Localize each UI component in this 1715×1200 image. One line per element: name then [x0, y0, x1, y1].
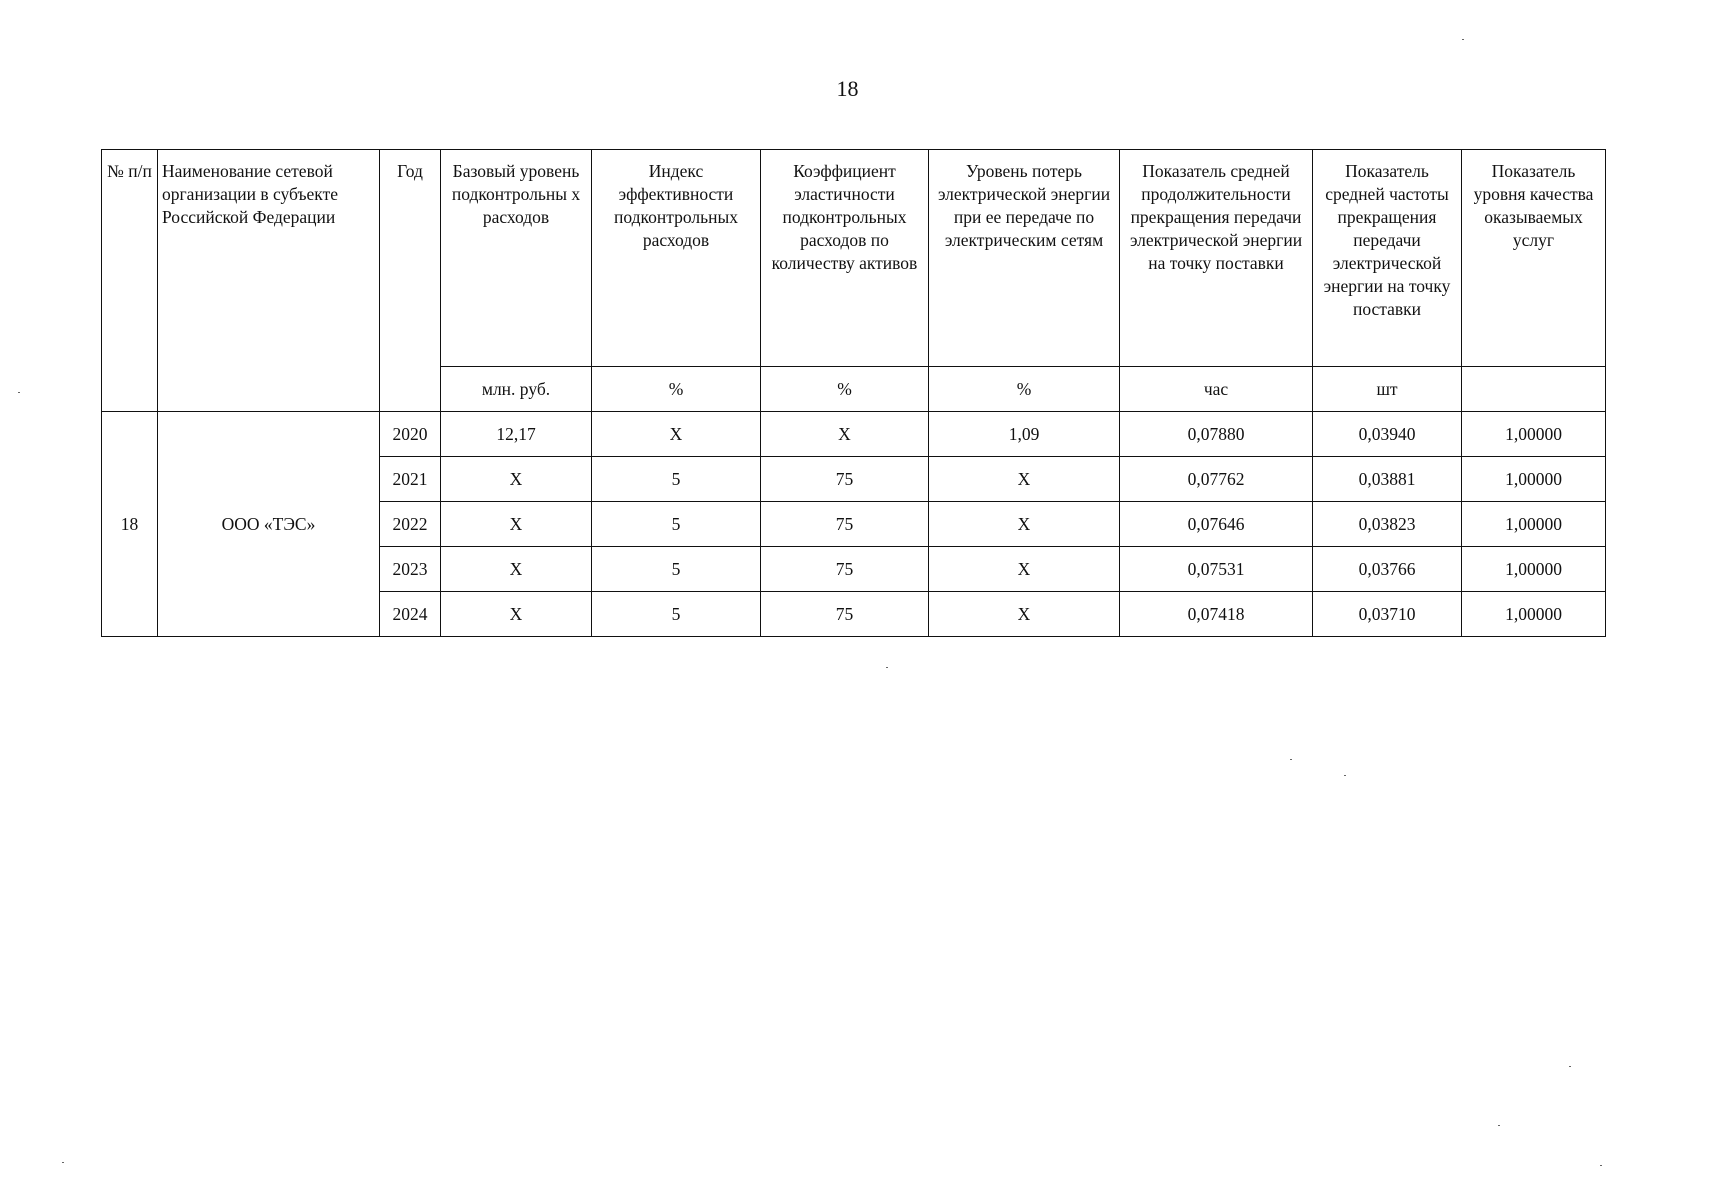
cell-interruption-frequency: 0,03823	[1313, 502, 1462, 547]
header-row	[102, 150, 1606, 367]
cell-year: 2024	[380, 592, 441, 637]
header-num: № п/п	[102, 150, 158, 412]
cell-year: 2022	[380, 502, 441, 547]
cell-elasticity-coef: 75	[761, 592, 929, 637]
scan-speck	[1462, 39, 1464, 40]
cell-service-quality: 1,00000	[1462, 457, 1606, 502]
header-efficiency-index: Индекс эффективности подконтрольных расходов	[592, 150, 761, 367]
header-service-quality: Показатель уровня качества оказываемых услуг	[1462, 150, 1606, 367]
unit-base-expenses: млн. руб.	[441, 367, 592, 412]
cell-elasticity-coef: 75	[761, 547, 929, 592]
scan-speck	[1600, 1165, 1602, 1166]
cell-efficiency-index: 5	[592, 592, 761, 637]
scan-speck	[886, 667, 888, 668]
cell-service-quality: 1,00000	[1462, 412, 1606, 457]
header-year: Год	[380, 150, 441, 412]
page-number: 18	[836, 76, 859, 101]
cell-interruption-frequency: 0,03940	[1313, 412, 1462, 457]
cell-year: 2023	[380, 547, 441, 592]
cell-base-expenses: X	[441, 547, 592, 592]
header-interruption-frequency: Показатель средней частоты прекращения передачи электрической энергии на точку поставки	[1313, 150, 1462, 367]
cell-base-expenses: 12,17	[441, 412, 592, 457]
entry-org-name: ООО «ТЭС»	[158, 412, 380, 637]
cell-elasticity-coef: 75	[761, 502, 929, 547]
header-org-name: Наименование сетевой организации в субъекте Российской Федерации	[158, 150, 380, 412]
scan-speck	[1344, 775, 1346, 776]
cell-interruption-duration: 0,07646	[1120, 502, 1313, 547]
cell-loss-level: X	[929, 502, 1120, 547]
cell-interruption-frequency: 0,03881	[1313, 457, 1462, 502]
cell-service-quality: 1,00000	[1462, 592, 1606, 637]
cell-interruption-duration: 0,07762	[1120, 457, 1313, 502]
cell-base-expenses: X	[441, 592, 592, 637]
unit-efficiency-index: %	[592, 367, 761, 412]
header-interruption-duration: Показатель средней продолжительности прекращения передачи электрической энергии на точку поставки	[1120, 150, 1313, 367]
scan-speck	[1498, 1125, 1500, 1126]
cell-interruption-duration: 0,07418	[1120, 592, 1313, 637]
cell-loss-level: 1,09	[929, 412, 1120, 457]
cell-base-expenses: X	[441, 502, 592, 547]
entry-num: 18	[102, 412, 158, 637]
cell-efficiency-index: 5	[592, 547, 761, 592]
scan-speck	[1290, 759, 1292, 760]
cell-service-quality: 1,00000	[1462, 502, 1606, 547]
table-row	[102, 412, 1606, 457]
tariff-parameters-table	[101, 149, 1606, 637]
cell-elasticity-coef: X	[761, 412, 929, 457]
cell-interruption-frequency: 0,03710	[1313, 592, 1462, 637]
cell-loss-level: X	[929, 547, 1120, 592]
unit-interruption-frequency: шт	[1313, 367, 1462, 412]
cell-year: 2021	[380, 457, 441, 502]
cell-interruption-duration: 0,07880	[1120, 412, 1313, 457]
cell-loss-level: X	[929, 592, 1120, 637]
scan-speck	[62, 1162, 64, 1163]
cell-efficiency-index: X	[592, 412, 761, 457]
cell-efficiency-index: 5	[592, 457, 761, 502]
cell-interruption-duration: 0,07531	[1120, 547, 1313, 592]
unit-loss-level: %	[929, 367, 1120, 412]
cell-interruption-frequency: 0,03766	[1313, 547, 1462, 592]
header-elasticity-coef: Коэффициент эластичности подконтрольных расходов по количеству активов	[761, 150, 929, 367]
cell-service-quality: 1,00000	[1462, 547, 1606, 592]
unit-elasticity-coef: %	[761, 367, 929, 412]
cell-base-expenses: X	[441, 457, 592, 502]
cell-elasticity-coef: 75	[761, 457, 929, 502]
scan-speck	[1569, 1066, 1571, 1067]
cell-year: 2020	[380, 412, 441, 457]
unit-service-quality	[1462, 367, 1606, 412]
header-loss-level: Уровень потерь электрической энергии при ее передаче по электрическим сетям	[929, 150, 1120, 367]
unit-interruption-duration: час	[1120, 367, 1313, 412]
cell-efficiency-index: 5	[592, 502, 761, 547]
header-base-expenses: Базовый уровень подконтрольны х расходов	[441, 150, 592, 367]
cell-loss-level: X	[929, 457, 1120, 502]
scan-speck	[18, 392, 20, 393]
